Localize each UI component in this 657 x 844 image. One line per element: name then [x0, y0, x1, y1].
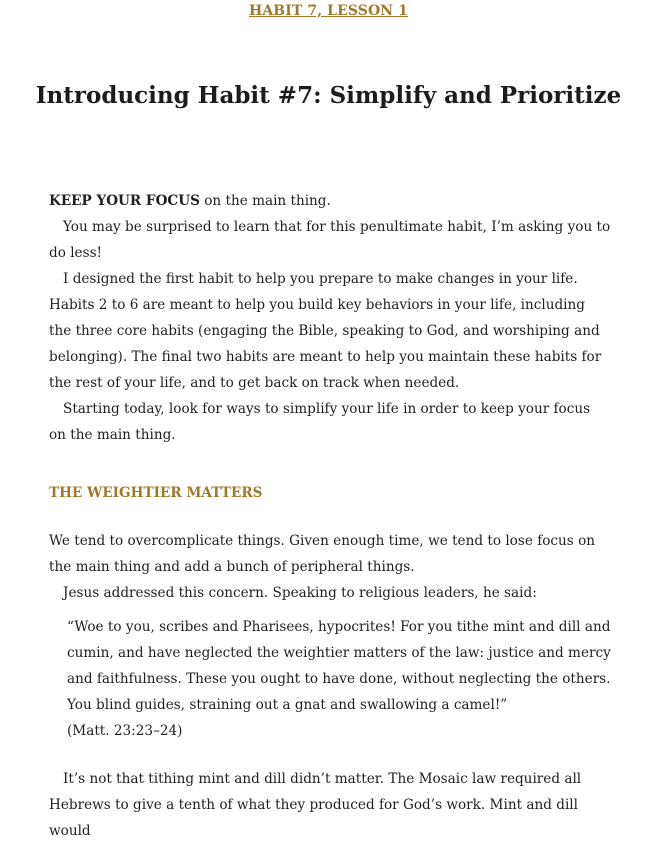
lesson-breadcrumb-link[interactable]: HABIT 7, LESSON 1 [249, 3, 408, 19]
lesson-body [49, 188, 611, 844]
section-heading: THE WEIGHTIER MATTERS [49, 485, 263, 501]
intro-lead-bold: KEEP YOUR FOCUS [49, 193, 200, 209]
page-title: Introducing Habit #7: Simplify and Prioritize [35, 82, 622, 109]
body-paragraph-3: Starting today, look for ways to simplify your life in order to keep your focus on the main thing. [49, 401, 591, 443]
quote-citation: (Matt. 23:23–24) [67, 723, 183, 739]
body-paragraph-1: You may be surprised to learn that for this penultimate habit, I’m asking you to do less! [49, 219, 611, 261]
scripture-quote [49, 606, 611, 744]
quote-text: “Woe to you, scribes and Pharisees, hypocrites! For you tithe mint and dill and cumin, and have neglected the weightier matters of the law: justice and mercy and faithfulness. These you ought to have done, without neglecting the others. You blind guides, straining out a gnat and swallowing a camel!” [67, 619, 611, 713]
section-paragraph-2: Jesus addressed this concern. Speaking to religious leaders, he said: [63, 585, 537, 601]
section-paragraph-1: We tend to overcomplicate things. Given enough time, we tend to lose focus on the main thing and add a bunch of peripheral things. [49, 533, 596, 575]
intro-lead-rest: on the main thing. [199, 193, 331, 209]
intro-paragraph [49, 188, 611, 214]
body-paragraph-2: I designed the first habit to help you prepare to make changes in your life. Habits 2 to 6 are meant to help you build key behaviors in your life, including the three core habits (engaging the Bible, speaking to God, and worshiping and belonging). The final two habits are meant to help you maintain these habits for the rest of your life, and to get back on track when needed. [49, 271, 602, 391]
section-paragraph-3: It’s not that tithing mint and dill didn’t matter. The Mosaic law required all Hebrews to give a tenth of what they produced for God’s work. Mint and dill would [49, 771, 582, 839]
